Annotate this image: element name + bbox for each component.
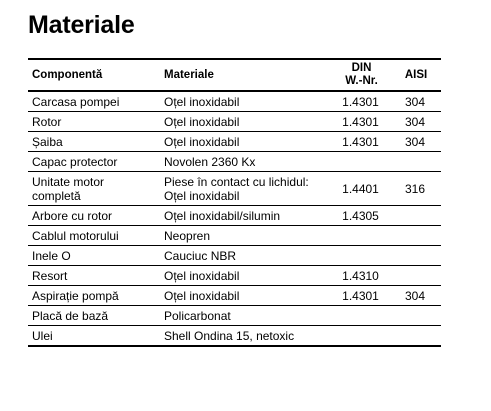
cell-aisi bbox=[391, 206, 441, 226]
table-row bbox=[28, 326, 441, 347]
cell-component: Șaiba bbox=[28, 132, 160, 152]
header-component: Componentă bbox=[28, 59, 160, 91]
cell-material: Shell Ondina 15, netoxic bbox=[160, 326, 332, 347]
cell-din: 1.4305 bbox=[332, 206, 391, 226]
cell-din: 1.4310 bbox=[332, 266, 391, 286]
table-header-row bbox=[28, 59, 441, 91]
cell-component: Carcasa pompei bbox=[28, 91, 160, 112]
table-row bbox=[28, 91, 441, 112]
cell-din bbox=[332, 226, 391, 246]
cell-aisi: 316 bbox=[391, 172, 441, 206]
cell-material: Cauciuc NBR bbox=[160, 246, 332, 266]
cell-aisi bbox=[391, 152, 441, 172]
cell-aisi: 304 bbox=[391, 91, 441, 112]
header-din-line2: W.-Nr. bbox=[345, 75, 378, 87]
cell-material: Oțel inoxidabil bbox=[160, 112, 332, 132]
cell-material: Neopren bbox=[160, 226, 332, 246]
page-title: Materiale bbox=[28, 11, 135, 39]
table-row bbox=[28, 132, 441, 152]
cell-din: 1.4301 bbox=[332, 132, 391, 152]
cell-material: Oțel inoxidabil/silumin bbox=[160, 206, 332, 226]
cell-aisi bbox=[391, 246, 441, 266]
cell-aisi: 304 bbox=[391, 286, 441, 306]
cell-aisi bbox=[391, 306, 441, 326]
cell-aisi bbox=[391, 226, 441, 246]
header-din bbox=[332, 59, 391, 91]
header-din-line1: DIN bbox=[351, 62, 372, 74]
cell-material: Oțel inoxidabil bbox=[160, 266, 332, 286]
cell-material: Piese în contact cu lichidul: Oțel inoxidabil bbox=[160, 172, 332, 206]
cell-aisi: 304 bbox=[391, 112, 441, 132]
cell-aisi bbox=[391, 326, 441, 347]
table-row bbox=[28, 172, 441, 206]
cell-aisi bbox=[391, 266, 441, 286]
materials-table bbox=[28, 58, 441, 347]
cell-material: Oțel inoxidabil bbox=[160, 132, 332, 152]
cell-material: Novolen 2360 Kx bbox=[160, 152, 332, 172]
table-row bbox=[28, 206, 441, 226]
table-row bbox=[28, 306, 441, 326]
cell-material: Policarbonat bbox=[160, 306, 332, 326]
table-row bbox=[28, 152, 441, 172]
table-row bbox=[28, 286, 441, 306]
cell-din bbox=[332, 326, 391, 347]
cell-din: 1.4301 bbox=[332, 286, 391, 306]
cell-din: 1.4301 bbox=[332, 112, 391, 132]
cell-component: Rotor bbox=[28, 112, 160, 132]
cell-component: Unitate motor completă bbox=[28, 172, 160, 206]
header-material: Materiale bbox=[160, 59, 332, 91]
cell-din bbox=[332, 152, 391, 172]
cell-component: Cablul motorului bbox=[28, 226, 160, 246]
cell-component: Aspirație pompă bbox=[28, 286, 160, 306]
cell-component: Arbore cu rotor bbox=[28, 206, 160, 226]
cell-material: Oțel inoxidabil bbox=[160, 286, 332, 306]
cell-din: 1.4301 bbox=[332, 91, 391, 112]
cell-component: Resort bbox=[28, 266, 160, 286]
cell-component: Placă de bază bbox=[28, 306, 160, 326]
cell-component: Capac protector bbox=[28, 152, 160, 172]
cell-material: Oțel inoxidabil bbox=[160, 91, 332, 112]
cell-din bbox=[332, 246, 391, 266]
cell-component: Ulei bbox=[28, 326, 160, 347]
table-row bbox=[28, 226, 441, 246]
table-row bbox=[28, 266, 441, 286]
cell-din bbox=[332, 306, 391, 326]
cell-din: 1.4401 bbox=[332, 172, 391, 206]
cell-aisi: 304 bbox=[391, 132, 441, 152]
table-row bbox=[28, 246, 441, 266]
table-row bbox=[28, 112, 441, 132]
header-aisi: AISI bbox=[391, 59, 441, 91]
cell-component: Inele O bbox=[28, 246, 160, 266]
